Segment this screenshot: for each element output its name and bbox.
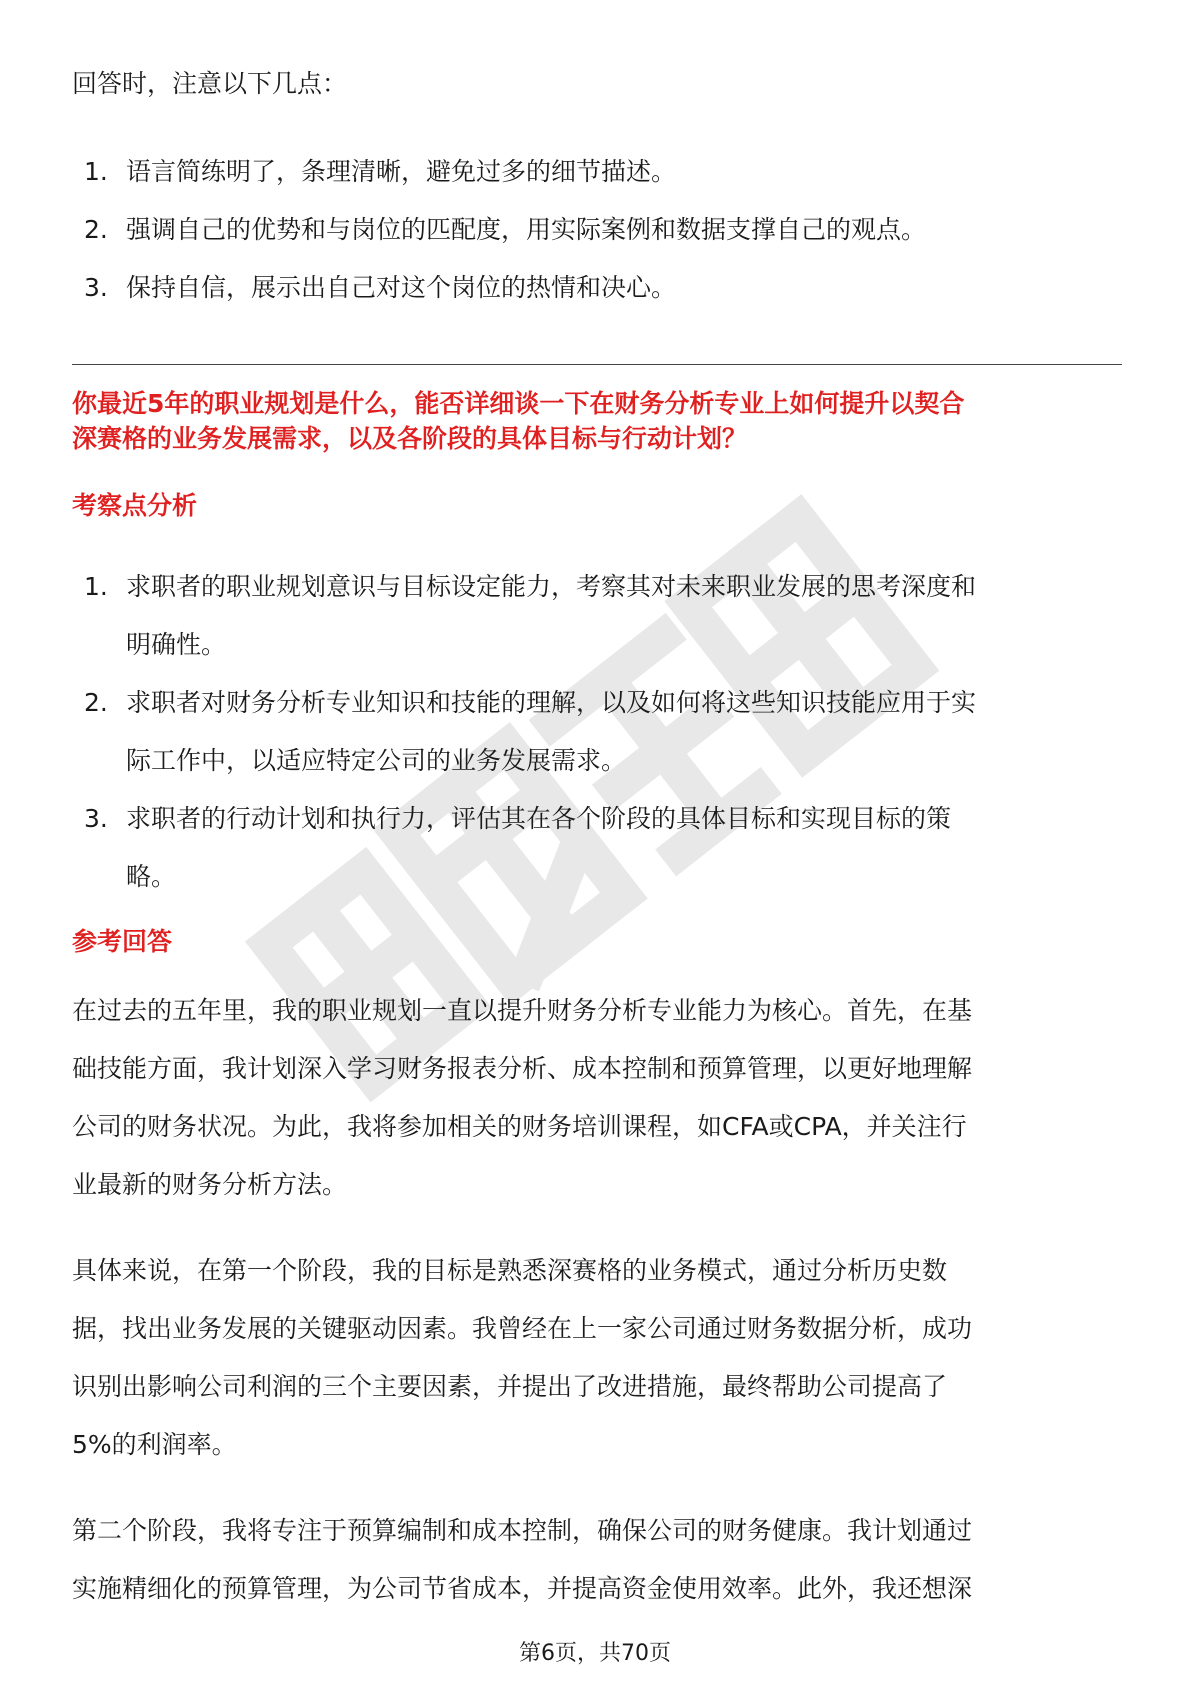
answer-heading: 参考回答	[72, 927, 173, 956]
list-item: 2. 强调自己的优势和与岗位的匹配度，用实际案例和数据支撑自己的观点。	[84, 215, 927, 244]
section-divider	[72, 364, 1122, 365]
list-item: 3. 保持自信，展示出自己对这个岗位的热情和决心。	[84, 273, 677, 302]
list-item: 1. 求职者的职业规划意识与目标设定能力，考察其对未来职业发展的思考深度和 明确性。	[84, 572, 977, 659]
list-item: 1. 语言简练明了，条理清晰，避免过多的细节描述。	[84, 157, 677, 186]
intro-text: 回答时，注意以下几点：	[72, 69, 348, 98]
answer-paragraph: 第二个阶段，我将专注于预算编制和成本控制，确保公司的财务健康。我计划通过 实施精细化的预算管理，为公司节省成本，并提高资金使用效率。此外，我还想深	[72, 1516, 973, 1603]
list-item: 3. 求职者的行动计划和执行力，评估其在各个阶段的具体目标和实现目标的策 略。	[84, 804, 952, 891]
tips-list	[84, 154, 1124, 328]
analysis-heading: 考察点分析	[72, 491, 198, 520]
answer-paragraph: 在过去的五年里，我的职业规划一直以提升财务分析专业能力为核心。首先，在基 础技能方面，我计划深入学习财务报表分析、成本控制和预算管理，以更好地理解 公司的财务状况。为此，我将参加相关的财务培训课程，如CFA或CPA，并关注行 业最新的财务分析方法。	[72, 996, 973, 1199]
answer-paragraph: 具体来说，在第一个阶段，我的目标是熟悉深赛格的业务模式，通过分析历史数 据，找出业务发展的关键驱动因素。我曾经在上一家公司通过财务数据分析，成功 识别出影响公司利润的三个主要因素，并提出了改进措施，最终帮助公司提高了 5%的利润率。	[72, 1256, 973, 1459]
list-item: 2. 求职者对财务分析专业知识和技能的理解，以及如何将这些知识技能应用于实 际工作中，以适应特定公司的业务发展需求。	[84, 688, 977, 775]
page-number: 第6页，共70页	[519, 1641, 671, 1666]
interview-question: 你最近5年的职业规划是什么，能否详细谈一下在财务分析专业上如何提升以契合 深赛格的业务发展需求，以及各阶段的具体目标与行动计划？	[72, 389, 965, 453]
analysis-list	[84, 558, 1124, 906]
